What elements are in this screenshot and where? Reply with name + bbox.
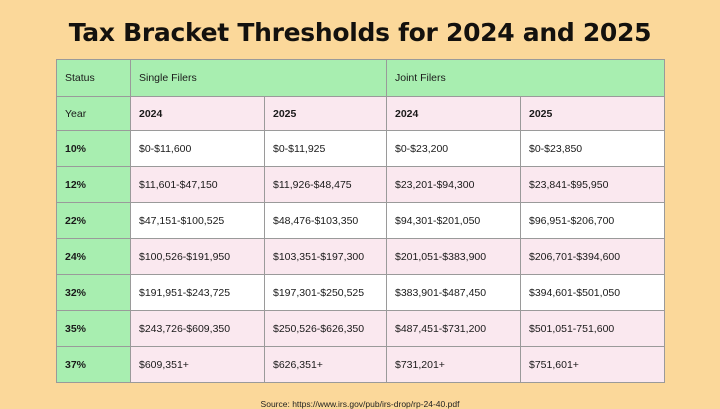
- table-header-row: [57, 60, 665, 97]
- row-joint-2025: $0-$23,850: [521, 131, 665, 167]
- row-single-2025: $250,526-$626,350: [265, 311, 387, 347]
- row-rate: 35%: [57, 311, 131, 347]
- row-single-2024: $243,726-$609,350: [131, 311, 265, 347]
- page-title: Tax Bracket Thresholds for 2024 and 2025: [68, 18, 652, 47]
- row-single-2024: $609,351+: [131, 347, 265, 383]
- row-single-2024: $0-$11,600: [131, 131, 265, 167]
- header-joint-filers: Joint Filers: [387, 60, 665, 97]
- row-joint-2025: $96,951-$206,700: [521, 203, 665, 239]
- row-joint-2025: $394,601-$501,050: [521, 275, 665, 311]
- header-joint-2024: 2024: [387, 97, 521, 131]
- row-rate: 22%: [57, 203, 131, 239]
- table-row: [57, 131, 665, 167]
- row-joint-2024: $201,051-$383,900: [387, 239, 521, 275]
- row-joint-2025: $751,601+: [521, 347, 665, 383]
- row-joint-2025: $206,701-$394,600: [521, 239, 665, 275]
- table-row: [57, 203, 665, 239]
- row-joint-2024: $383,901-$487,450: [387, 275, 521, 311]
- row-joint-2024: $23,201-$94,300: [387, 167, 521, 203]
- row-rate: 24%: [57, 239, 131, 275]
- header-single-filers: Single Filers: [131, 60, 387, 97]
- row-single-2024: $100,526-$191,950: [131, 239, 265, 275]
- row-rate: 37%: [57, 347, 131, 383]
- row-joint-2024: $94,301-$201,050: [387, 203, 521, 239]
- row-single-2025: $11,926-$48,475: [265, 167, 387, 203]
- table-row: [57, 347, 665, 383]
- row-rate: 32%: [57, 275, 131, 311]
- tax-bracket-table: [56, 59, 665, 383]
- table-row: [57, 275, 665, 311]
- source-citation: Source: https://www.irs.gov/pub/irs-drop/rp-24-40.pdf: [260, 399, 460, 409]
- row-single-2025: $48,476-$103,350: [265, 203, 387, 239]
- header-single-2024: 2024: [131, 97, 265, 131]
- row-single-2025: $626,351+: [265, 347, 387, 383]
- tax-bracket-table-wrapper: [56, 59, 664, 383]
- row-joint-2024: $0-$23,200: [387, 131, 521, 167]
- row-joint-2024: $731,201+: [387, 347, 521, 383]
- row-rate: 10%: [57, 131, 131, 167]
- row-joint-2024: $487,451-$731,200: [387, 311, 521, 347]
- row-rate: 12%: [57, 167, 131, 203]
- row-single-2024: $47,151-$100,525: [131, 203, 265, 239]
- table-row: [57, 239, 665, 275]
- header-joint-2025: 2025: [521, 97, 665, 131]
- header-single-2025: 2025: [265, 97, 387, 131]
- row-single-2024: $11,601-$47,150: [131, 167, 265, 203]
- table-year-row: [57, 97, 665, 131]
- table-row: [57, 311, 665, 347]
- row-single-2024: $191,951-$243,725: [131, 275, 265, 311]
- row-single-2025: $103,351-$197,300: [265, 239, 387, 275]
- header-status: Status: [57, 60, 131, 97]
- header-year-label: Year: [57, 97, 131, 131]
- row-single-2025: $0-$11,925: [265, 131, 387, 167]
- table-row: [57, 167, 665, 203]
- row-single-2025: $197,301-$250,525: [265, 275, 387, 311]
- row-joint-2025: $23,841-$95,950: [521, 167, 665, 203]
- row-joint-2025: $501,051-751,600: [521, 311, 665, 347]
